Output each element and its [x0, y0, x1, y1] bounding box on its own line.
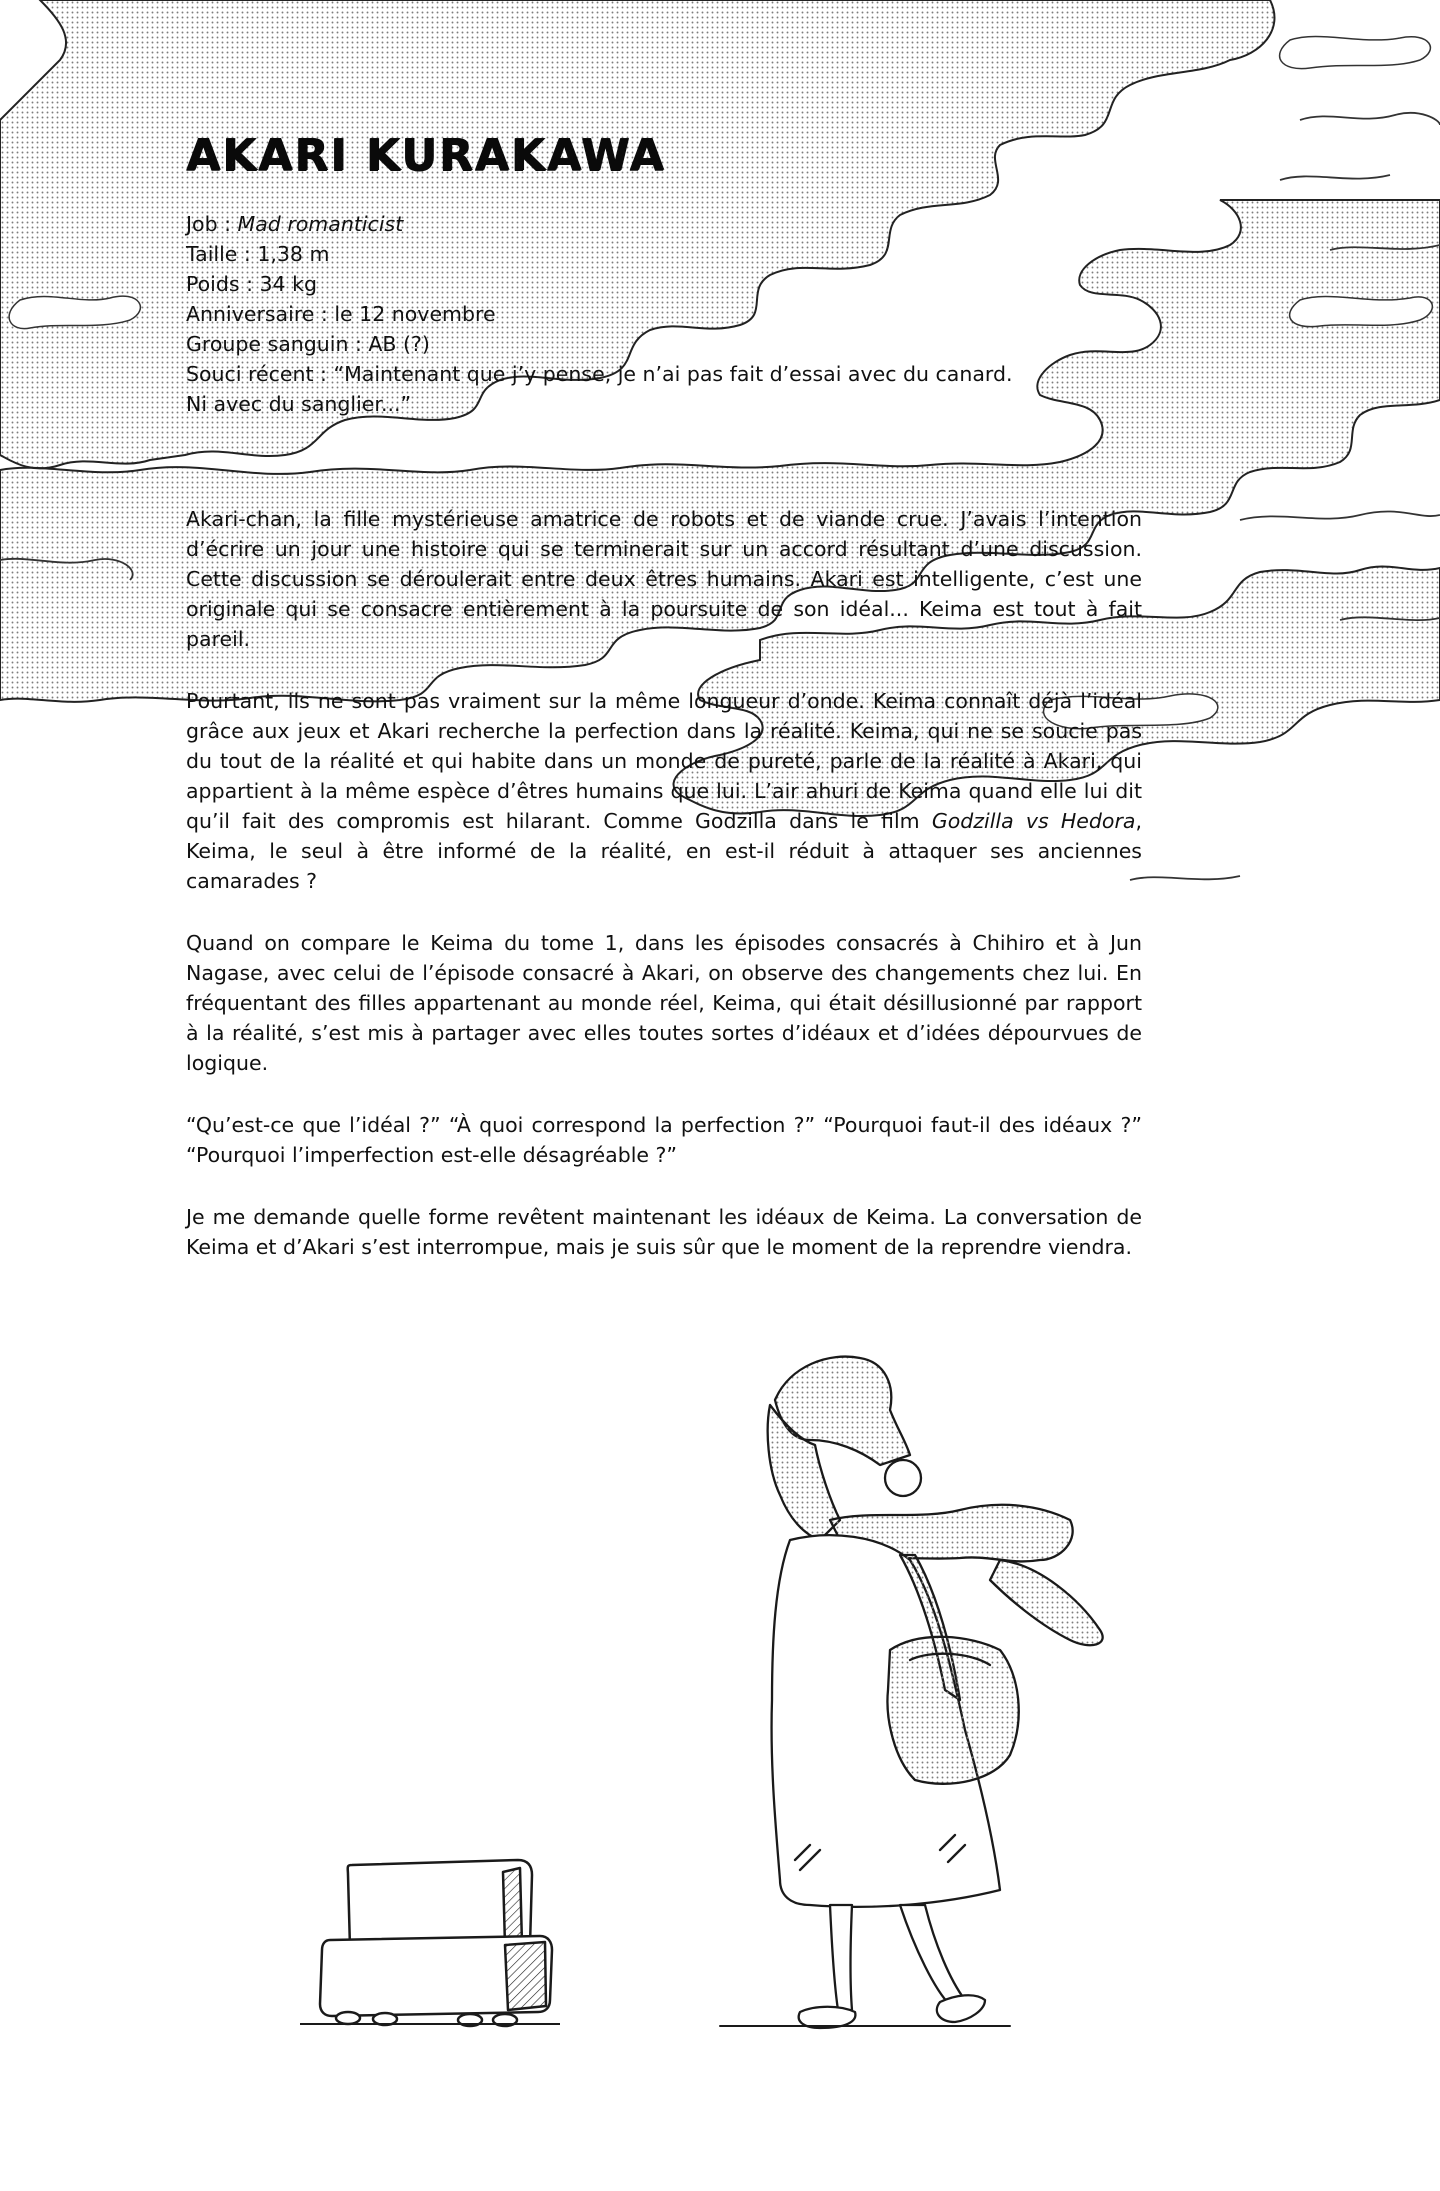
paragraph-changes: Quand on compare le Keima du tome 1, dans les épisodes consacrés à Chihiro et à Jun Nagase, avec celui de l’épisode consacré à Akari, on observe des changements chez lui. En fréquentant des filles appartenant au monde réel, Keima, qui était désillusionné par rapport à la réalité, s’est mis à partager avec elles toutes sortes d’idéaux et d’idées dépourvues de logique. [186, 931, 1142, 1075]
paragraph-conclusion: Je me demande quelle forme revêtent maintenant les idéaux de Keima. La conversation de Keima et d’Akari s’est interrompue, mais je suis sûr que le moment de la reprendre viendra. [186, 1205, 1142, 1259]
birthday-row: Anniversaire : le 12 novembre [186, 302, 496, 326]
paragraph-ideal-text: Pourtant, ils ne sont pas vraiment sur la même longueur d’onde. Keima connaît déjà l’idéal grâce aux jeux et Akari recherche la perfection dans la réalité. Keima, qui ne se soucie pas du tout de la réalité et qui habite dans un monde de pureté, parle de la réalité à Akari, qui appartient à la même espèce d’êtres humains que lui. L’air ahuri de Keima quand elle lui dit qu’il fait des compromis est hilarant. Comme Godzilla dans le film [186, 689, 1142, 833]
robot-box-icon [300, 1860, 560, 2026]
profile-card [186, 209, 1142, 419]
paragraph-ideal-text-end: , Keima, le seul à être informé de la réalité, en est-il réduit à attaquer ses anciennes camarades ? [186, 809, 1142, 893]
profile-article [186, 130, 1142, 1262]
job-row [186, 209, 1142, 239]
blood-type-row: Groupe sanguin : AB (?) [186, 332, 430, 356]
paragraph-intro: Akari-chan, la fille mystérieuse amatrice de robots et de viande crue. J’avais l’intention d’écrire un jour une histoire qui se terminerait sur un accord résultant d’une discussion. Cette discussion se déroulerait entre deux êtres humains. Akari est intelligente, c’est une originale qui se consacre entièrement à la poursuite de son idéal... Keima est tout à fait pareil. [186, 507, 1142, 651]
paragraph-ideal [186, 686, 1142, 896]
weight-row: Poids : 34 kg [186, 272, 317, 296]
height-row: Taille : 1,38 m [186, 242, 330, 266]
job-value: Mad romanticist [237, 212, 404, 236]
film-title: Godzilla vs Hedora [931, 809, 1136, 833]
recent-worry-row-2: Ni avec du sanglier...” [186, 392, 412, 416]
job-label: Job : [186, 212, 238, 236]
character-name: AKARI KURAKAWA [186, 130, 666, 181]
paragraph-questions: “Qu’est-ce que l’idéal ?” “À quoi correspond la perfection ?” “Pourquoi faut-il des idéaux ?” “Pourquoi l’imperfection est-elle désagréable ?” [186, 1113, 1142, 1167]
girl-figure-icon [720, 1357, 1103, 2028]
recent-worry-row: Souci récent : “Maintenant que j’y pense, je n’ai pas fait d’essai avec du canard. [186, 362, 1013, 386]
